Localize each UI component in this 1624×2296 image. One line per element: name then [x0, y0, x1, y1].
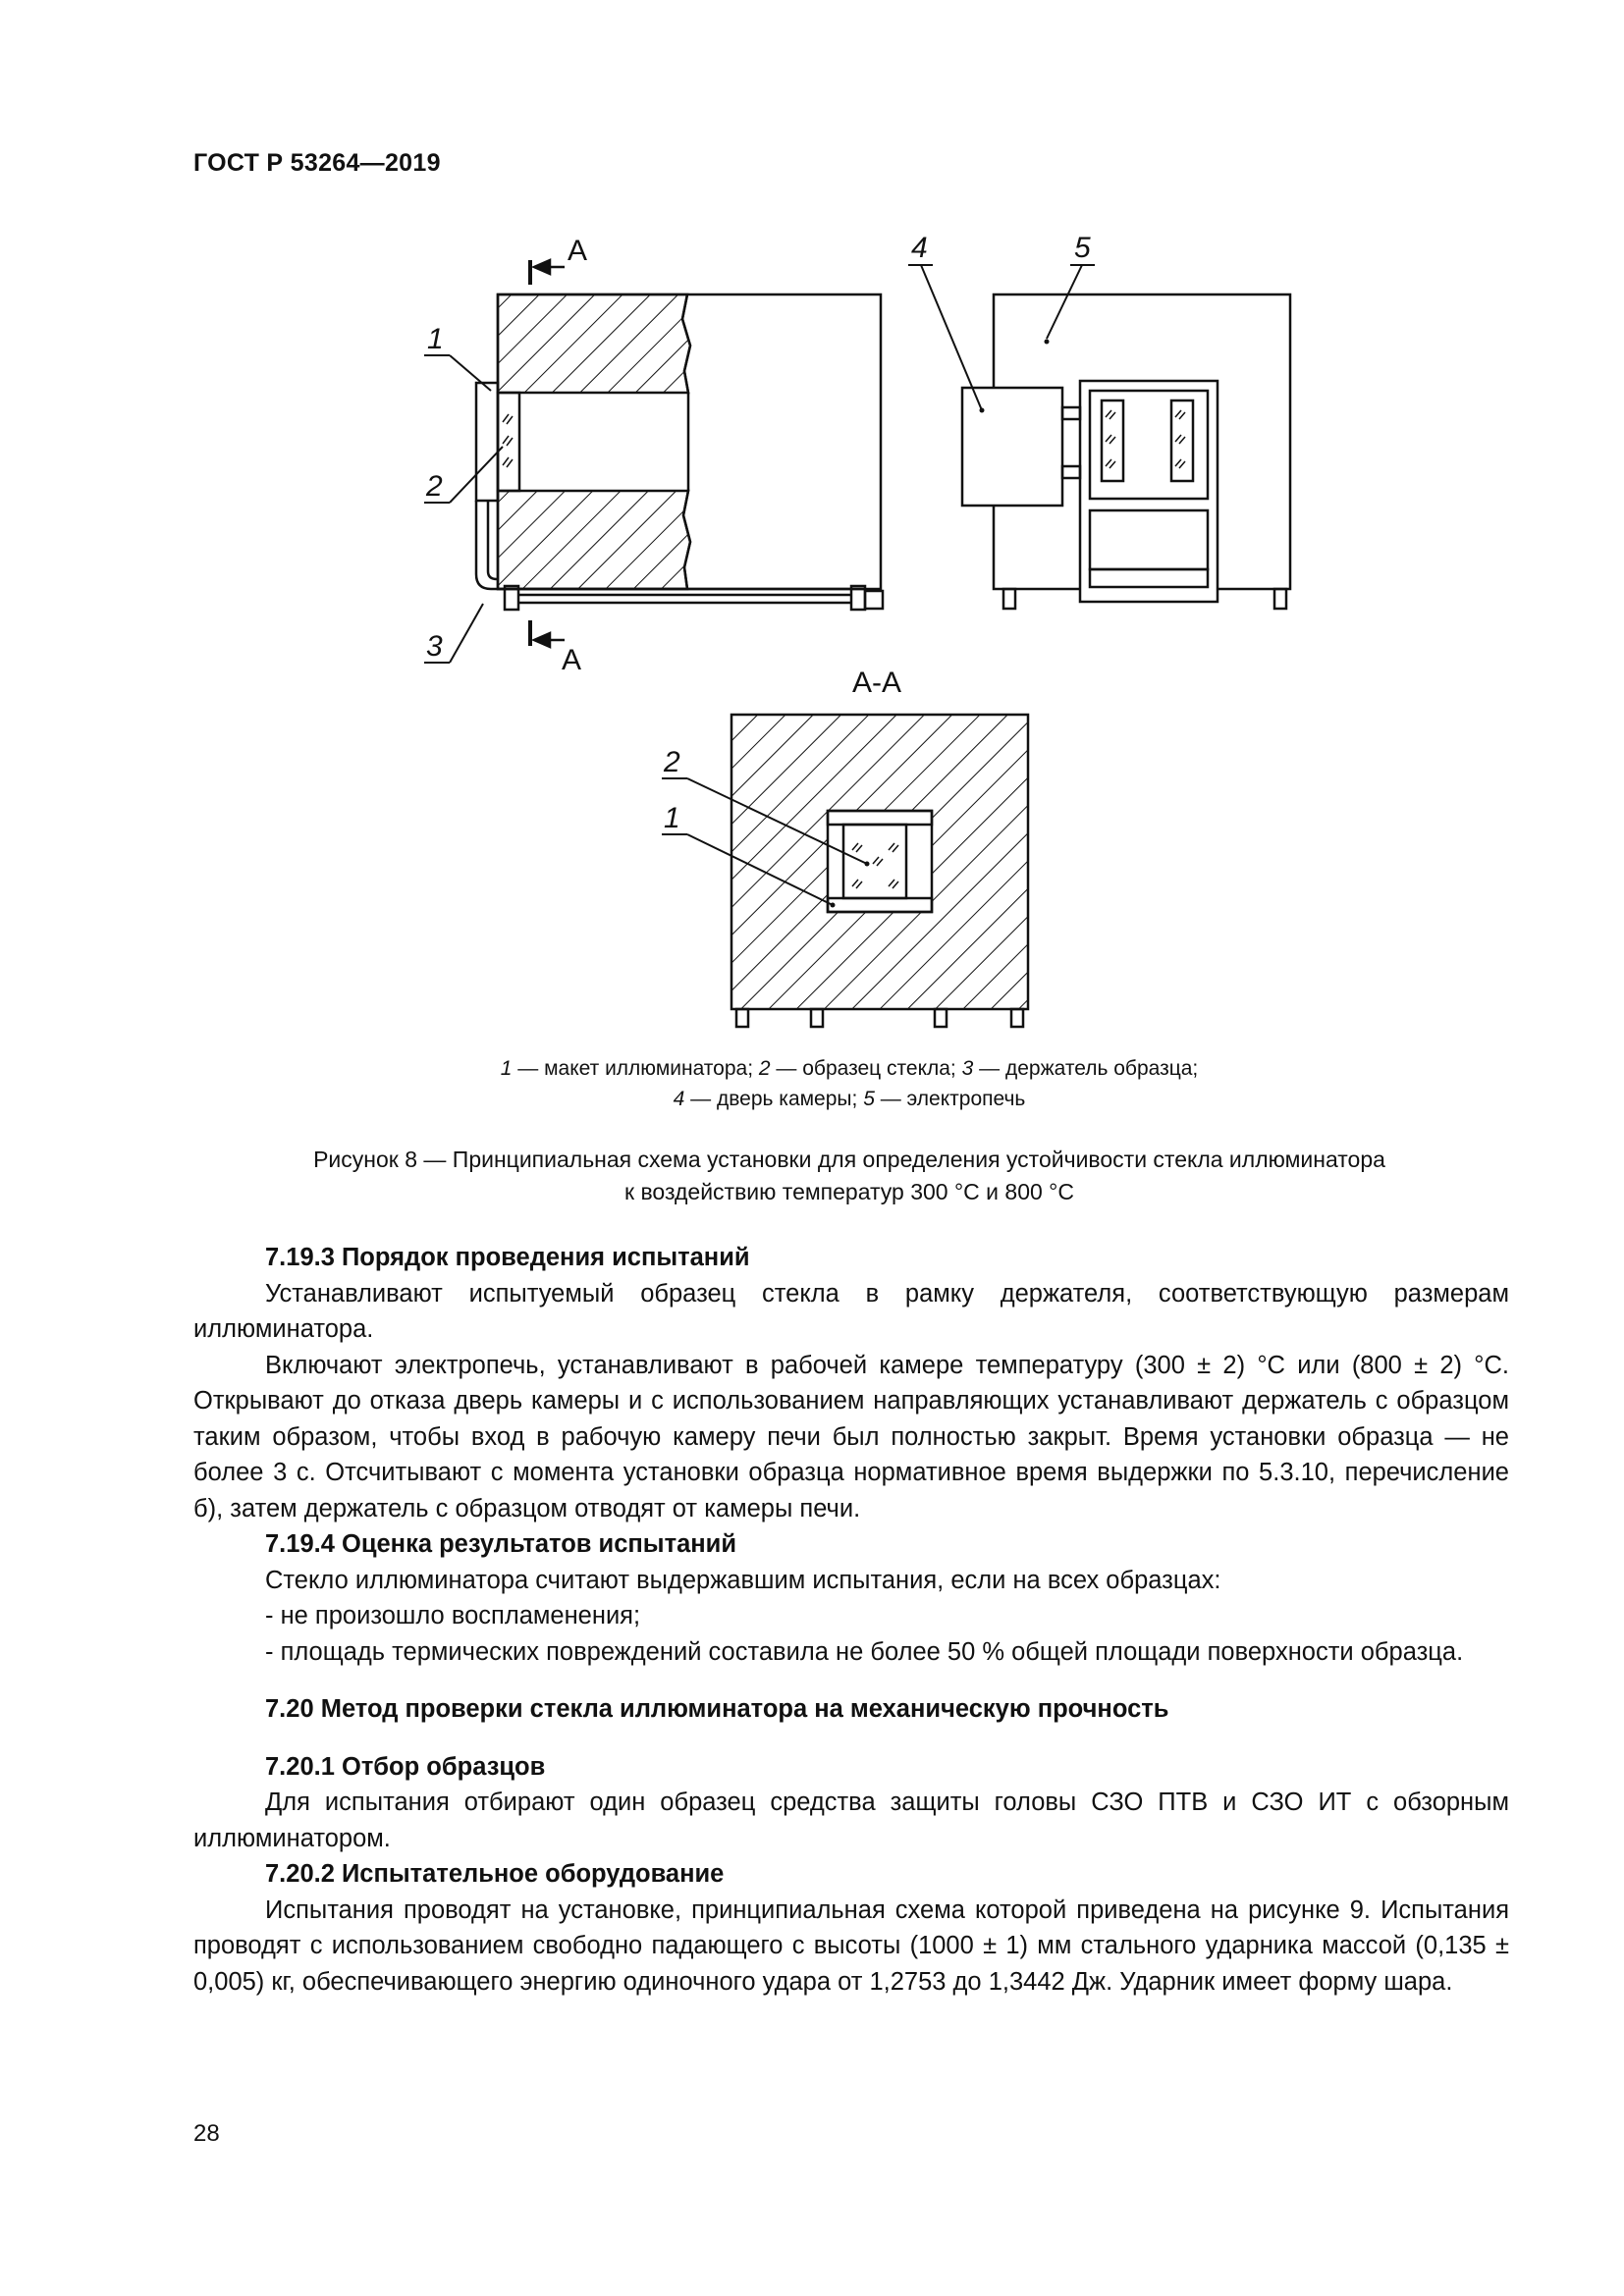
section-callout-1: 1 [664, 802, 680, 834]
figure-legend-line-1: 1 — макет иллюминатора; 2 — образец стекла; 3 — держатель образца; [500, 1057, 1199, 1080]
paragraph: Устанавливают испытуемый образец стекла в рамку держателя, соответствующую размерам иллюминатора. [193, 1279, 1509, 1343]
figure-caption [255, 1144, 1443, 1208]
side-view [476, 294, 883, 610]
paragraph: Стекло иллюминатора считают выдержавшим испытания, если на всех образцах: [265, 1566, 1221, 1594]
callout-2: 2 [426, 470, 443, 503]
heading-7-19-3: 7.19.3 Порядок проведения испытаний [265, 1244, 750, 1271]
heading-7-20-1: 7.20.1 Отбор образцов [265, 1752, 546, 1781]
callout-3: 3 [426, 630, 443, 663]
paragraph: Испытания проводят на установке, принципиальная схема которой приведена на рисунке 9. Испытания проводят с использованием свободно падающего с высоты (1000 ± 1) мм стального ударника массой (0,135 ± 0,005) кг, обеспечивающего энергию одиночного удара от 1,2753 до 1,3442 Дж. Ударник имеет форму шара. [193, 1896, 1509, 1996]
section-view [731, 715, 1028, 1027]
section-mark-top-label: А [568, 235, 588, 267]
figure-8-diagram [393, 226, 1335, 1041]
paragraph: Для испытания отбирают один образец средства защиты головы СЗО ПТВ и СЗО ИТ с обзорным иллюминатором. [193, 1789, 1509, 1852]
paragraph: Включают электропечь, устанавливают в рабочей камере температуру (300 ± 2) °С или (800 ± 2) °С. Открывают до отказа дверь камеры и с использованием направляющих устанавливают держатель с образцом таким образом, чтобы вход в рабочую камеру печи был полностью закрыт. Время установки образца — не более 3 с. Отсчитывают с момента установки образца нормативное время выдержки по 5.3.10, перечисление б), затем держатель с образцом отводят от камеры печи. [193, 1351, 1509, 1522]
section-mark-bottom-label: А [562, 644, 582, 676]
caption-line-1: Рисунок 8 — Принципиальная схема установки для определения устойчивости стекла иллюминатора [313, 1147, 1385, 1172]
figure-legend-line-2: 4 — дверь камеры; 5 — электропечь [673, 1088, 1026, 1110]
section-title: А-А [852, 667, 902, 699]
body-text [193, 1240, 1509, 2000]
page-number: 28 [193, 2120, 220, 2147]
callout-5: 5 [1074, 232, 1091, 264]
document-header: ГОСТ Р 53264—2019 [193, 149, 441, 177]
caption-line-2: к воздействию температур 300 °С и 800 °С [624, 1179, 1074, 1204]
heading-7-20: 7.20 Метод проверки стекла иллюминатора на механическую прочность [265, 1695, 1169, 1723]
list-item: - не произошло воспламенения; [265, 1602, 641, 1629]
callout-4: 4 [911, 232, 928, 264]
callout-1: 1 [427, 323, 444, 355]
heading-7-19-4: 7.19.4 Оценка результатов испытаний [265, 1530, 737, 1558]
section-callout-2: 2 [664, 746, 680, 778]
list-item: - площадь термических повреждений составила не более 50 % общей площади поверхности образца. [265, 1637, 1464, 1666]
front-view [962, 294, 1290, 609]
heading-7-20-2: 7.20.2 Испытательное оборудование [265, 1860, 725, 1888]
